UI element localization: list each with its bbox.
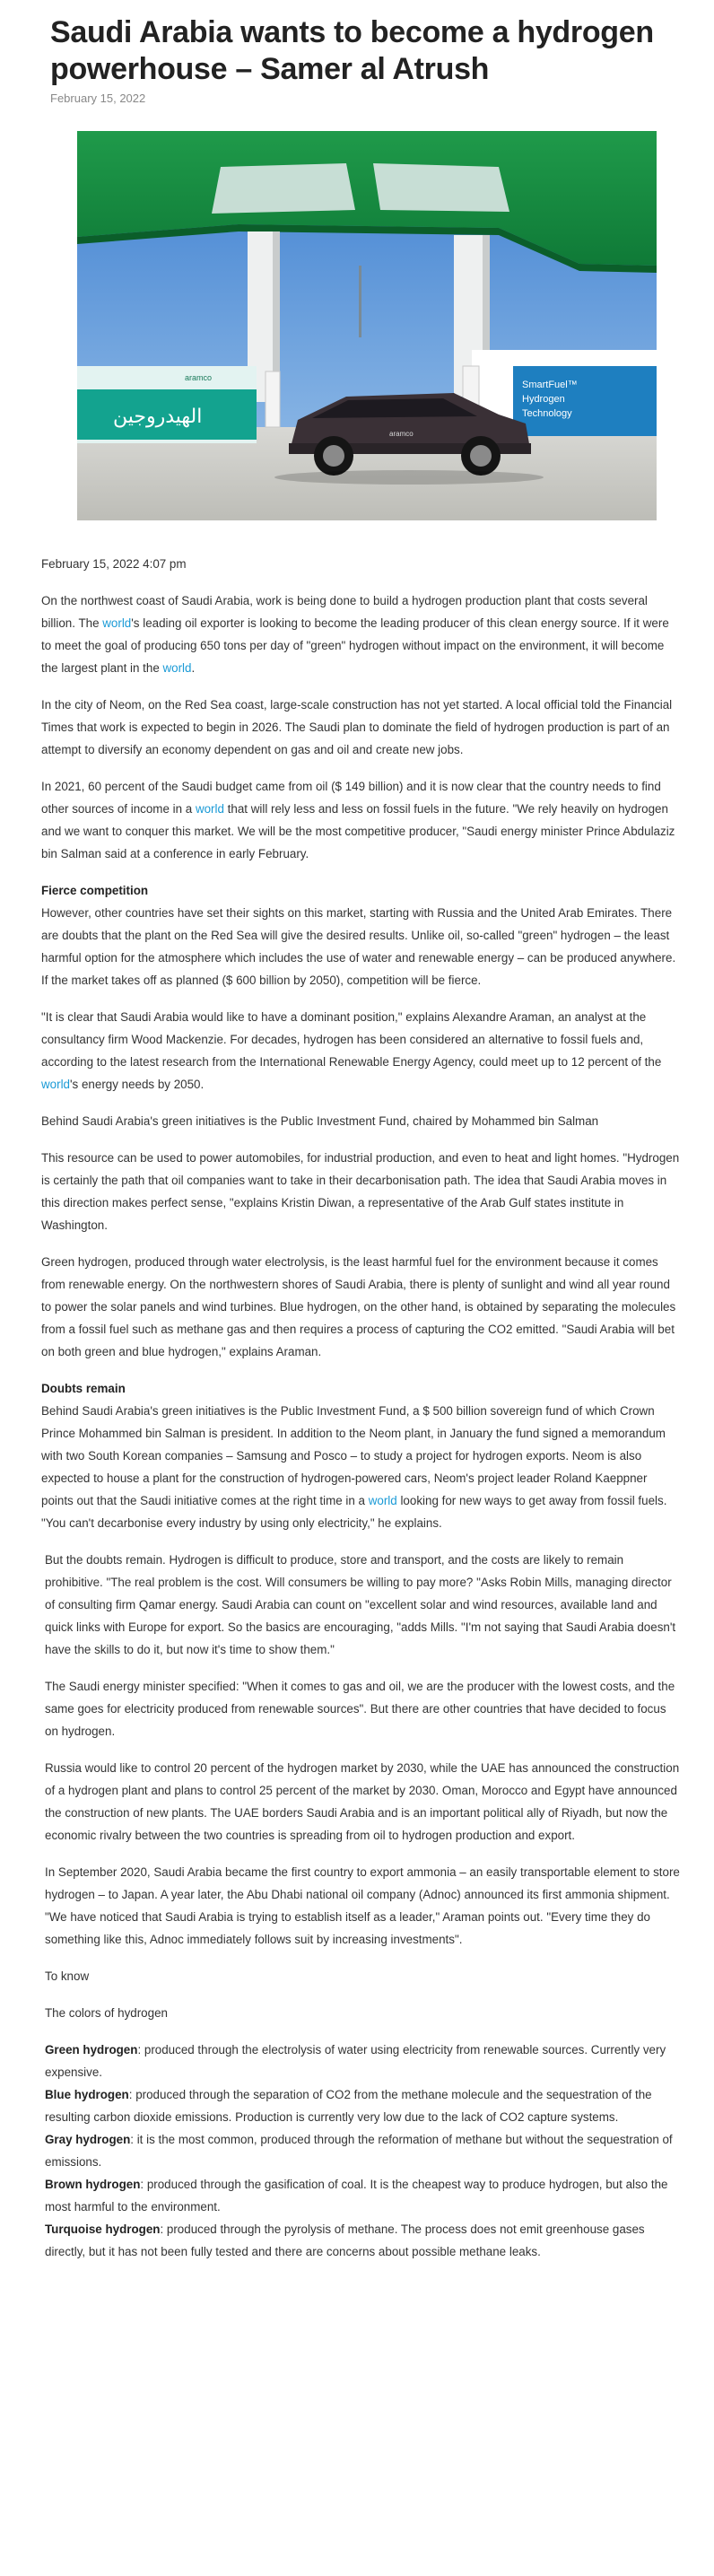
sign-arabic-text: الهيدروجين: [113, 406, 203, 428]
section-heading: Fierce competition: [41, 884, 149, 897]
paragraph: However, other countries have set their sights on this market, starting with Russia and the United Arab Emirates. There are doubts that the plant on the Red Sea will give the desired results. Unlike oil, so-called "green" hydrogen – the least harmful option for the atmosphere which includes the use of water and renewable energy – can be produced anywhere. If the market takes off as planned ($ 600 billion by 2050), competition will be fierce.: [41, 906, 676, 987]
paragraph: In 2021, 60 percent of the Saudi budget came from oil ($ 149 billion) and it is now clear that the country needs to find other sources of income in a world that will rely less and less on fossil fuels in the future. "We rely heavily on hydrogen and we want to conquer this market. We will be the most competitive producer, "Saudi energy minister Prince Abdulaziz bin Salman said at a conference in early February.: [41, 780, 675, 860]
list-item: Gray hydrogen: it is the most common, produced through the reformation of methane but without the sequestration of emissions.: [45, 2133, 673, 2169]
world-link[interactable]: world: [102, 616, 132, 630]
car-brand-text: aramco: [389, 430, 414, 438]
paragraph: On the northwest coast of Saudi Arabia, work is being done to build a hydrogen production plant that costs several billion. The world's leading oil exporter is looking to become the leading producer of this clean energy source. If it were to meet the goal of producing 650 tons per day of "green" hydrogen without impact on the environment, it will become the largest plant in the world.: [41, 594, 669, 675]
paragraph: Russia would like to control 20 percent of the hydrogen market by 2030, while the UAE has announced the construction of a hydrogen plant and plans to control 25 percent of the market by 2030. Oman, Morocco and Egypt have announced the construction of new plants. The UAE borders Saudi Arabia and is an important political ally of Riyadh, but now the economic rivalry between the two countries is spreading from oil to hydrogen production and export.: [45, 1761, 680, 1842]
sign-smartfuel-text: SmartFuel™: [522, 380, 578, 390]
world-link[interactable]: world: [162, 661, 192, 675]
article-body: [41, 553, 680, 2263]
section-heading: Doubts remain: [41, 1382, 126, 1395]
paragraph: But the doubts remain. Hydrogen is difficult to produce, store and transport, and the costs are likely to remain prohibitive. "The real problem is the cost. Will consumers be willing to pay more? "Asks Robin Mills, managing director of consulting firm Qamar energy. Saudi Arabia can count on "excellent solar and wind resources, available land and quick links with Europe for export. So the basics are encouraging, "adds Mills. "I'm not saying that Saudi Arabia doesn't have the skills to do it, but now it's time to show them.": [45, 1553, 676, 1656]
to-know-label: To know: [45, 1969, 90, 1983]
paragraph: In September 2020, Saudi Arabia became the first country to export ammonia – an easily transportable element to store hydrogen – to Japan. A year later, the Abu Dhabi national oil company (Adnoc) announced its first ammonia shipment. "We have noticed that Saudi Arabia is trying to establish itself as a leader," Araman points out. "Every time they do something like this, Adnoc immediately follows suit by increasing investments".: [45, 1865, 680, 1946]
paragraph: Green hydrogen, produced through water electrolysis, is the least harmful fuel for the environment because it comes from renewable energy. On the northwestern shores of Saudi Arabia, there is plenty of sunlight and wind all year round to power the solar panels and wind turbines. Blue hydrogen, on the other hand, is obtained by separating the molecules from a fossil fuel such as methane gas and then requires a process of capturing the CO2 emitted. "Saudi Arabia will bet on both green and blue hydrogen," explains Araman.: [41, 1255, 676, 1358]
sign-technology-text: Technology: [522, 408, 572, 419]
paragraph: The Saudi energy minister specified: "When it comes to gas and oil, we are the producer with the lowest costs, and the same goes for electricity produced from renewable sources". But there are other countries that have decided to focus on hydrogen.: [45, 1680, 675, 1738]
list-item: Blue hydrogen: produced through the separation of CO2 from the methane molecule and the sequestration of the resulting carbon dioxide emissions. Production is currently very low due to the lack of CO2 capture systems.: [45, 2088, 652, 2124]
paragraph: This resource can be used to power automobiles, for industrial production, and even to heat and light homes. "Hydrogen is certainly the path that oil companies want to take in their decarbonisation path. The idea that Saudi Arabia moves in this direction makes perfect sense, "explains Kristin Diwan, a representative of the Arab Gulf states institute in Washington.: [41, 1151, 680, 1232]
list-item: Turquoise hydrogen: produced through the pyrolysis of methane. The process does not emit greenhouse gases directly, but it has not been fully tested and there are concerns about possible methane leaks.: [45, 2222, 645, 2258]
paragraph: Behind Saudi Arabia's green initiatives is the Public Investment Fund, a $ 500 billion sovereign fund of which Crown Prince Mohammed bin Salman is president. In addition to the Neom plant, in January the fund signed a memorandum with two South Korean companies – Samsung and Posco – to study a project for hydrogen exports. Neom is also expected to house a plant for the construction of hydrogen-powered cars, Neom's project leader Roland Kaeppner points out that the Saudi initiative comes at the right time in a world looking for new ways to get away from fossil fuels. "You can't decarbonise every industry by using only electricity," he explains.: [41, 1404, 667, 1530]
article-title: Saudi Arabia wants to become a hydrogen powerhouse – Samer al Atrush: [50, 15, 654, 86]
world-link[interactable]: world: [41, 1078, 70, 1091]
list-item: Brown hydrogen: produced through the gasification of coal. It is the cheapest way to produce hydrogen, but also the most harmful to the environment.: [45, 2178, 668, 2214]
paragraph: In the city of Neom, on the Red Sea coast, large-scale construction has not yet started. A local official told the Financial Times that work is expected to begin in 2026. The Saudi plan to dominate the field of hydrogen production is part of an attempt to diversify an economy dependent on gas and oil and create new jobs.: [41, 698, 673, 756]
hydrogen-colors-list: [41, 2039, 680, 2263]
world-link[interactable]: world: [368, 1494, 397, 1507]
sign-hydrogen-text: Hydrogen: [522, 394, 565, 405]
list-item: Green hydrogen: produced through the electrolysis of water using electricity from renewable sources. Currently very expensive.: [45, 2043, 666, 2079]
sign-brand-text: aramco: [185, 373, 213, 382]
hero-image: [77, 131, 657, 520]
colors-heading: The colors of hydrogen: [45, 2006, 168, 2020]
paragraph: Behind Saudi Arabia's green initiatives is the Public Investment Fund, chaired by Mohammed bin Salman: [41, 1114, 599, 1128]
published-datetime: February 15, 2022 4:07 pm: [41, 557, 187, 571]
world-link[interactable]: world: [195, 802, 224, 816]
paragraph: "It is clear that Saudi Arabia would like to have a dominant position," explains Alexandre Araman, an analyst at the consultancy firm Wood Mackenzie. For decades, hydrogen has been considered an alternative to fossil fuels and, according to the latest research from the International Renewable Energy Agency, could meet up to 12 percent of the world's energy needs by 2050.: [41, 1010, 662, 1091]
hydrogen-station-illustration: [77, 131, 657, 520]
article-date: February 15, 2022: [50, 92, 146, 105]
